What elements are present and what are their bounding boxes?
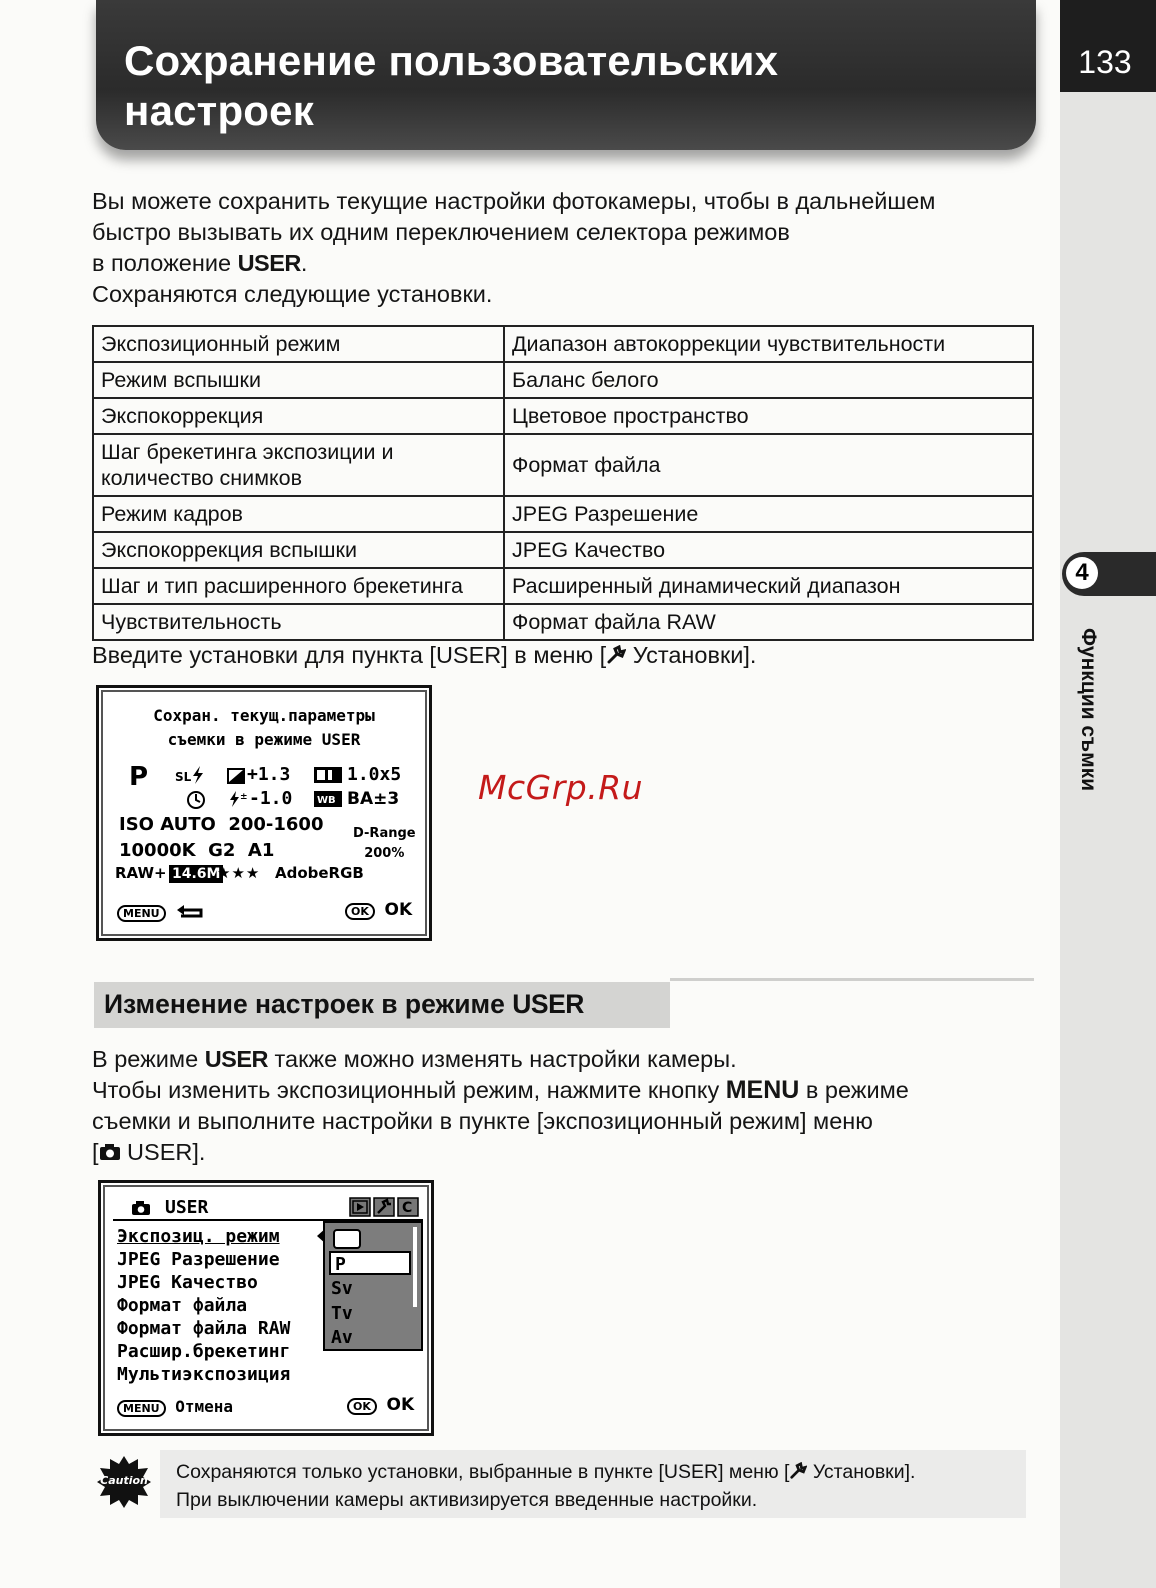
ok-control[interactable] <box>347 1395 414 1415</box>
svg-text:±: ± <box>240 792 247 802</box>
svg-text:C: C <box>402 1200 413 1216</box>
table-cell: Расширенный динамический диапазон <box>504 568 1033 604</box>
playback-tab-icon[interactable] <box>349 1197 371 1221</box>
section-heading <box>104 986 584 1022</box>
back-arrow-icon <box>175 903 205 923</box>
page-number: 133 <box>1078 44 1132 80</box>
color-space: AdobeRGB <box>275 864 364 882</box>
section2-line3: съемки и выполните настройки в пункте [экспозиционный режим] меню <box>92 1108 873 1134</box>
intro-line3-prefix: в положение <box>92 250 238 276</box>
table-row <box>93 568 1033 604</box>
table-cell: Шаг брекетинга экспозиции и количество снимков <box>93 434 504 496</box>
saved-settings-body <box>93 326 1033 640</box>
dropdown-option-tv[interactable]: Tv <box>331 1303 353 1324</box>
caution-line1 <box>176 1458 915 1486</box>
dropdown-option-sv[interactable]: Sv <box>331 1278 353 1299</box>
drange-label: D-Range <box>353 826 416 841</box>
table-cell: Режим вспышки <box>93 362 504 398</box>
intro-line1: Вы можете сохранить текущие настройки фотокамеры, чтобы в дальнейшем <box>92 188 936 214</box>
intro-line2: быстро вызывать их одним переключением селектора режимов <box>92 219 790 245</box>
quality-stars: ★★★ <box>217 864 261 882</box>
section2-paragraph <box>92 1044 1052 1168</box>
camera-icon <box>99 1138 121 1156</box>
caution-icon <box>96 1454 152 1510</box>
table-cell: Экспокоррекция вспышки <box>93 532 504 568</box>
mode-dropdown[interactable] <box>323 1221 423 1351</box>
wrench-icon <box>606 642 626 662</box>
caution-text <box>176 1458 915 1514</box>
drange-value: 200% <box>364 846 405 861</box>
wrench-icon <box>789 1460 807 1478</box>
resolution-badge: 14.6M <box>169 865 223 883</box>
white-balance-line: 10000K G2 A1 <box>119 840 275 861</box>
menu-item-file-format[interactable]: Формат файла <box>117 1295 248 1316</box>
table-cell: Чувствительность <box>93 604 504 640</box>
chapter-label: Функции съмки <box>1077 628 1100 792</box>
caution-icon-label: Caution <box>100 1474 148 1487</box>
section-heading-prefix: Изменение настроек в режиме <box>104 989 513 1019</box>
menu-header <box>113 1197 423 1221</box>
flash-compensation-value: -1.0 <box>249 788 293 809</box>
lcd1-title-line2: съемки в режиме USER <box>167 730 361 749</box>
menu-key-word: MENU <box>725 1076 800 1104</box>
section2-line4-suffix: USER]. <box>120 1139 206 1165</box>
exposure-mode: P <box>129 762 149 792</box>
section2-line2 <box>92 1075 1052 1106</box>
intro-line3 <box>92 248 1052 279</box>
lcd-user-menu-screen <box>98 1180 434 1436</box>
table-cell: Баланс белого <box>504 362 1033 398</box>
menu-back-control[interactable] <box>117 902 205 923</box>
flash-icon <box>191 765 205 789</box>
table-cell: Формат файла <box>504 434 1033 496</box>
menu-cancel-control[interactable] <box>117 1397 233 1417</box>
caution-line2: При выключении камеры активизируется введенные настройки. <box>176 1489 758 1511</box>
table-cell: Экспозиционный режим <box>93 326 504 362</box>
table-row <box>93 532 1033 568</box>
table-cell: Экспокоррекция <box>93 398 504 434</box>
dropdown-option-p[interactable]: P <box>329 1251 411 1275</box>
ok-label: OK <box>386 1395 415 1415</box>
ok-label: OK <box>384 900 413 920</box>
table-cell: Формат файла RAW <box>504 604 1033 640</box>
ok-control[interactable] <box>345 900 412 920</box>
iso-range: ISO AUTO 200-1600 <box>119 814 324 835</box>
lcd1-title-line1: Сохран. текущ.параметры <box>153 706 375 725</box>
wb-bracket-value: BA±3 <box>347 789 400 809</box>
instruction-prefix: Введите установки для пункта [USER] в меню [ <box>92 642 607 668</box>
lcd1-title <box>99 704 429 752</box>
wb-bracket-icon <box>313 790 343 812</box>
section2-line4 <box>92 1137 1052 1168</box>
intro-paragraph <box>92 186 1052 310</box>
section-heading-user: USER <box>512 989 584 1019</box>
table-cell: Диапазон автокоррекции чувствительности <box>504 326 1033 362</box>
flash-compensation-icon <box>227 790 247 812</box>
svg-text:WB: WB <box>317 795 336 806</box>
page-title-line1: Сохранение пользовательских <box>124 37 779 84</box>
camera-tab-icon <box>131 1200 151 1220</box>
table-cell: Режим кадров <box>93 496 504 532</box>
section-divider <box>670 978 1034 981</box>
table-row <box>93 362 1033 398</box>
user-mode-word: USER <box>237 250 301 276</box>
menu-item-exposure-mode[interactable]: Экспозиц. режим <box>117 1226 280 1247</box>
intro-line4: Сохраняются следующие установки. <box>92 281 493 307</box>
table-row <box>93 496 1033 532</box>
ok-button[interactable]: OK <box>347 1398 377 1415</box>
instruction-suffix: Установки]. <box>626 642 757 668</box>
table-cell: Цветовое пространство <box>504 398 1033 434</box>
bracket-icon <box>313 766 343 788</box>
drange <box>353 824 416 864</box>
menu-button[interactable]: MENU <box>117 1400 166 1417</box>
section2-line1-prefix: В режиме <box>92 1046 205 1072</box>
ok-button[interactable]: OK <box>345 903 375 920</box>
flash-mode-label: SL <box>175 770 192 784</box>
exposure-compensation-icon <box>227 768 245 788</box>
cancel-label: Отмена <box>175 1397 234 1416</box>
dropdown-option-blank[interactable] <box>333 1229 361 1249</box>
raw-label: RAW+ <box>115 864 167 882</box>
menu-item-extended-bracketing[interactable]: Расшир.брекетинг <box>117 1341 291 1362</box>
menu-list <box>117 1225 327 1386</box>
bracket-value: 1.0x5 <box>347 764 402 785</box>
section2-line1-user: USER <box>204 1046 268 1072</box>
self-timer-icon <box>185 788 207 814</box>
menu-item-jpeg-resolution[interactable]: JPEG Разрешение <box>117 1249 280 1270</box>
exposure-compensation-value: +1.3 <box>247 764 291 785</box>
setup-tab-icon[interactable] <box>373 1197 395 1221</box>
caution-line1-prefix: Сохраняются только установки, выбранные в пункте [USER] меню [ <box>176 1461 790 1483</box>
caution-line1-suffix: Установки]. <box>807 1461 916 1483</box>
table-cell: JPEG Разрешение <box>504 496 1033 532</box>
table-row <box>93 398 1033 434</box>
menu-button[interactable]: MENU <box>117 905 166 922</box>
section2-line2-prefix: Чтобы изменить экспозиционный режим, нажмите кнопку <box>92 1077 726 1103</box>
menu-item-jpeg-quality[interactable]: JPEG Качество <box>117 1272 258 1293</box>
watermark: McGrp.Ru <box>478 768 644 807</box>
table-row <box>93 604 1033 640</box>
side-strip <box>1060 92 1156 1588</box>
table-row <box>93 434 1033 496</box>
table-cell: Шаг и тип расширенного брекетинга <box>93 568 504 604</box>
custom-tab-icon[interactable] <box>397 1197 419 1221</box>
section2-line2-suffix: в режиме <box>799 1077 909 1103</box>
instruction-line <box>92 640 992 671</box>
section2-line1 <box>92 1044 1052 1075</box>
page-title-line2: настроек <box>124 87 314 134</box>
section2-line4-open: [ <box>92 1139 99 1165</box>
menu-tab-title: USER <box>165 1197 209 1218</box>
dropdown-scrollbar[interactable] <box>413 1227 417 1307</box>
chapter-number: 4 <box>1066 557 1098 589</box>
intro-line3-suffix: . <box>300 250 308 276</box>
dropdown-option-av[interactable]: Av <box>331 1327 353 1345</box>
saved-settings-table <box>92 325 1034 641</box>
page-title <box>124 36 1004 136</box>
section2-line1-suffix: также можно изменять настройки камеры. <box>267 1046 737 1072</box>
menu-item-multi-exposure[interactable]: Мультиэкспозиция <box>117 1364 291 1385</box>
table-cell: JPEG Качество <box>504 532 1033 568</box>
table-row <box>93 326 1033 362</box>
lcd-save-user-screen <box>96 685 432 941</box>
menu-item-raw-format[interactable]: Формат файла RAW <box>117 1318 291 1339</box>
